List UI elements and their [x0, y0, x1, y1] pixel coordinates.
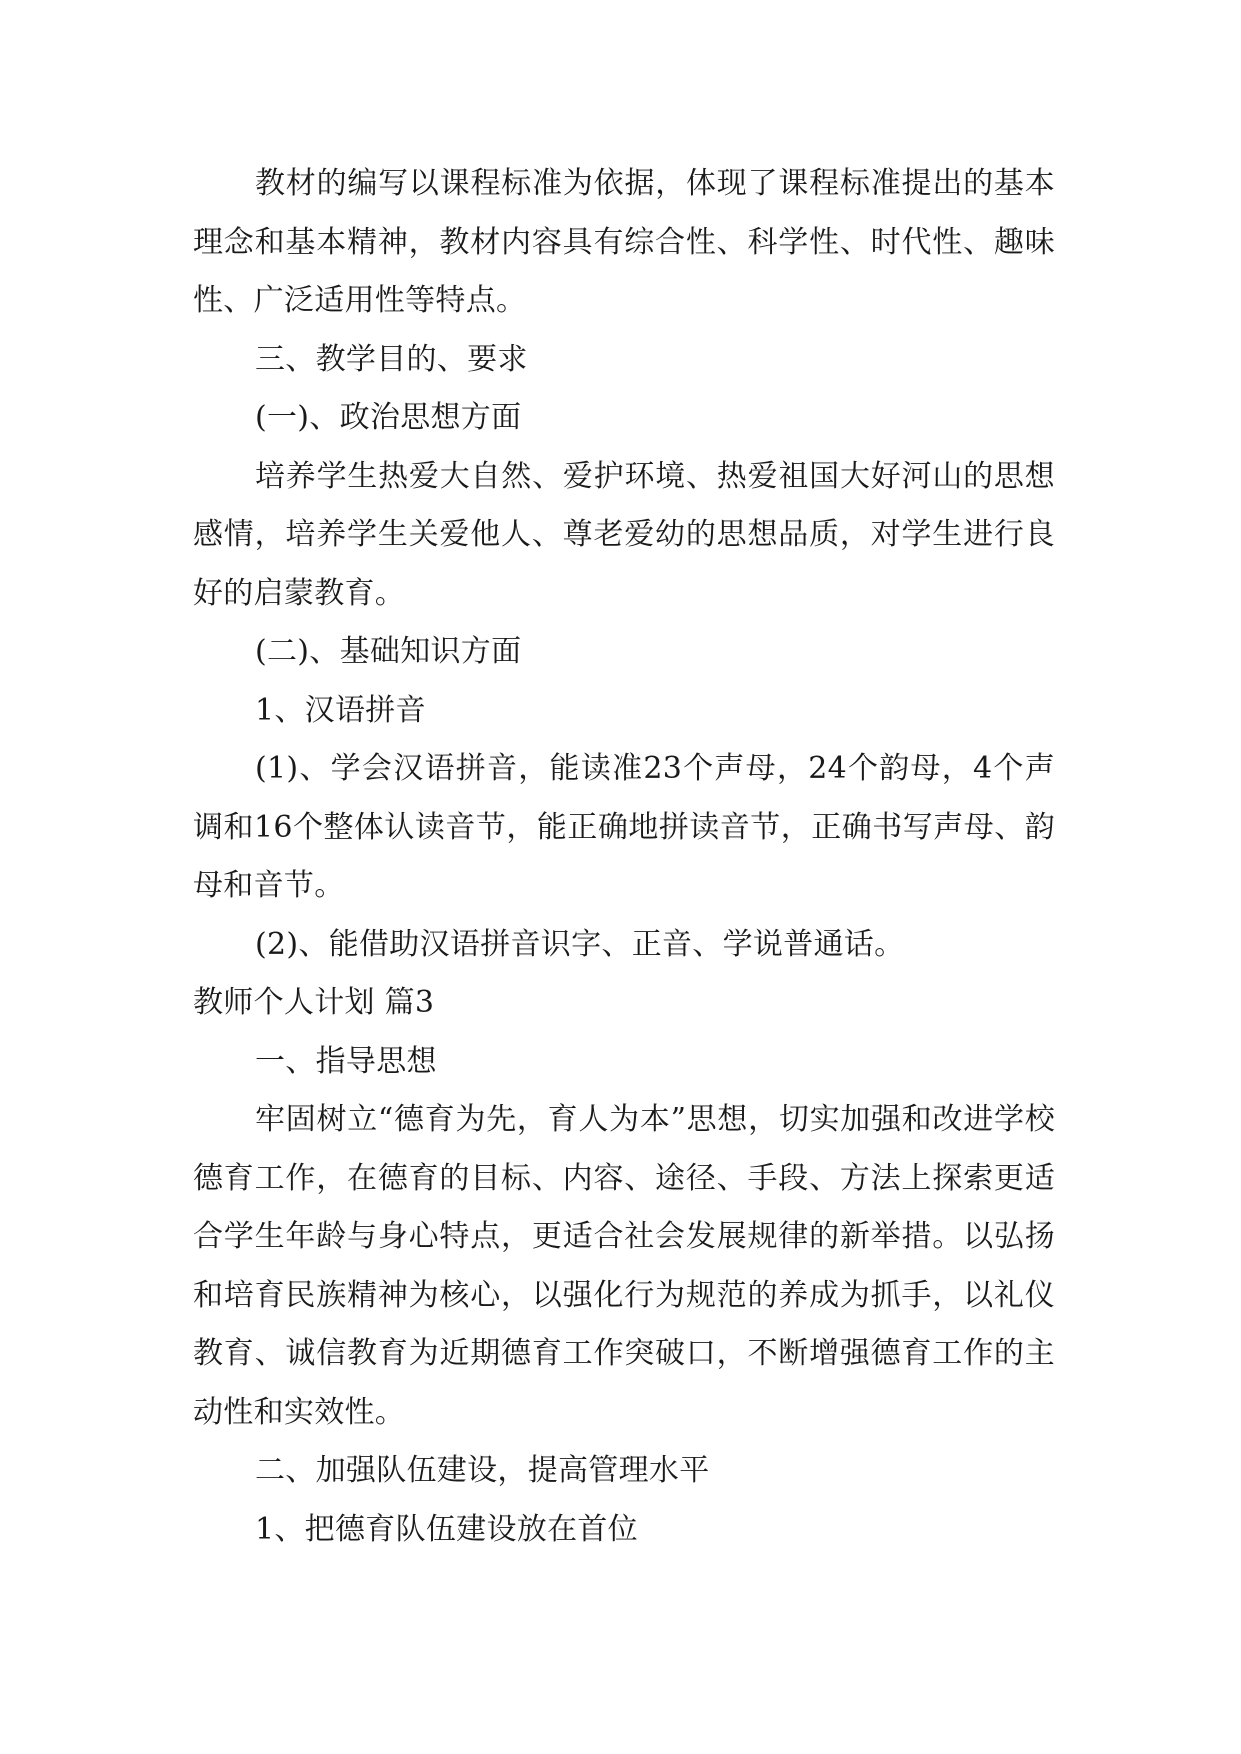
subheading-political-thought: (一)、政治思想方面	[255, 400, 522, 435]
subheading-basic-knowledge: (二)、基础知识方面	[255, 634, 522, 669]
paragraph-political-thought: 培养学生热爱大自然、爱护环境、热爱祖国大好河山的思想感情，培养学生关爱他人、尊老爱幼的思想品质，对学生进行良好的启蒙教育。	[193, 458, 1055, 611]
paragraph-guiding-thought: 牢固树立“德育为先，育人为本”思想，切实加强和改进学校德育工作，在德育的目标、内容、途径、手段、方法上探索更适合学生年龄与身心特点，更适合社会发展规律的新举措。以弘扬和培育民族精神为核心，以强化行为规范的养成为抓手，以礼仪教育、诚信教育为近期德育工作突破口，不断增强德育工作的主动性和实效性。	[193, 1102, 1055, 1430]
heading-teaching-goals: 三、教学目的、要求	[255, 341, 528, 377]
heading-team-building: 二、加强队伍建设，提高管理水平	[255, 1453, 710, 1488]
subheading-pinyin: 1、汉语拼音	[255, 692, 426, 728]
paragraph-pinyin-item-1: (1)、学会汉语拼音，能读准23个声母，24个韵母，4个声调和16个整体认读音节，能正确地拼读音节，正确书写声母、韵母和音节。	[193, 751, 1055, 903]
paragraph-textbook-description: 教材的编写以课程标准为依据，体现了课程标准提出的基本理念和基本精神，教材内容具有综合性、科学性、时代性、趣味性、广泛适用性等特点。	[193, 166, 1055, 318]
subheading-moral-team: 1、把德育队伍建设放在首位	[255, 1511, 638, 1547]
section-title-plan-3: 教师个人计划 篇3	[193, 985, 435, 1020]
document-body	[193, 155, 1055, 1559]
heading-guiding-thought: 一、指导思想	[255, 1043, 437, 1079]
paragraph-pinyin-item-2: (2)、能借助汉语拼音识字、正音、学说普通话。	[255, 926, 905, 962]
